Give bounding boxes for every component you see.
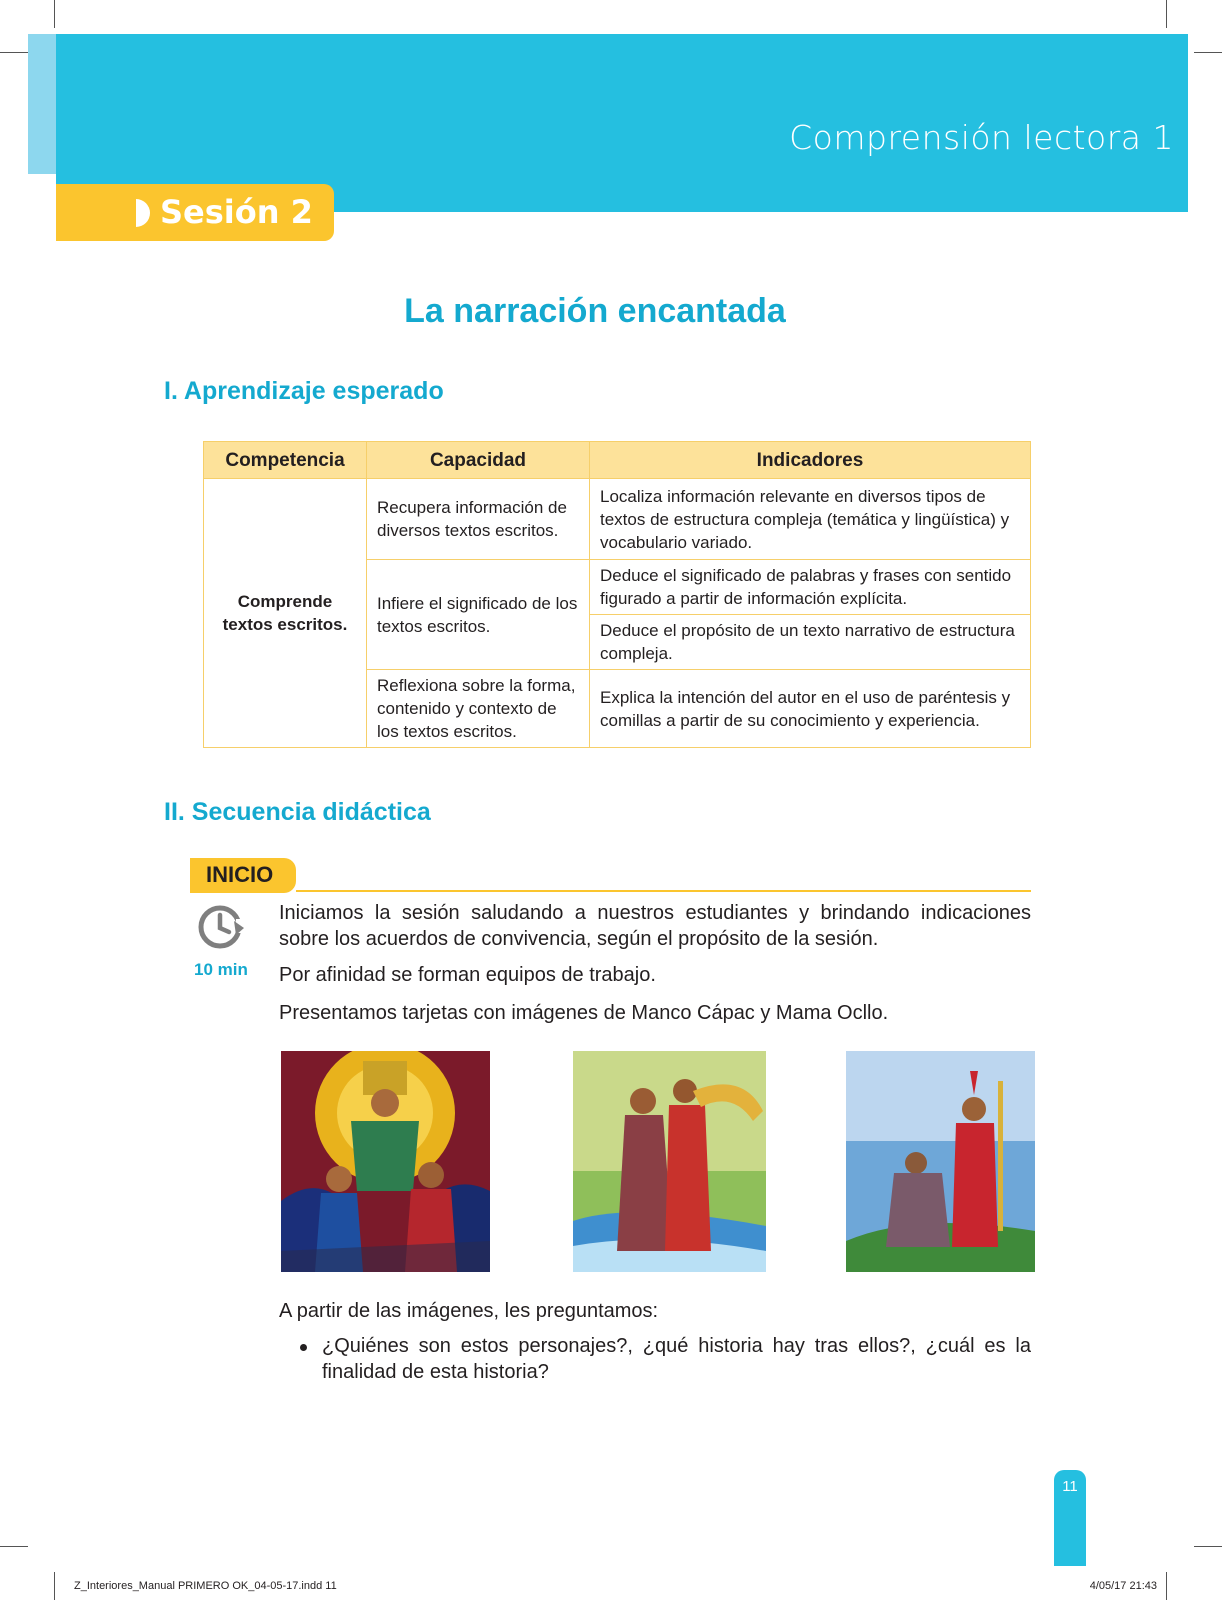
- learning-table: [203, 441, 1031, 748]
- crop-mark: [1194, 52, 1222, 53]
- section-heading-secuencia: II. Secuencia didáctica: [164, 798, 431, 826]
- crop-mark: [1166, 0, 1167, 28]
- paragraph: Por afinidad se forman equipos de trabajo.: [279, 964, 656, 986]
- table-header-cell: Competencia: [204, 442, 367, 479]
- chevron-right-icon: [136, 199, 150, 227]
- stage-tab-inicio: [190, 858, 296, 893]
- table-header-row: [204, 442, 1031, 479]
- manco-capac-mama-ocllo-painting-1: [281, 1051, 490, 1272]
- header-side-strip: [28, 34, 56, 174]
- list-item-text: ¿Quiénes son estos personajes?, ¿qué historia hay tras ellos?, ¿cuál es la finalidad de esta historia?: [322, 1335, 1031, 1383]
- manco-capac-mama-ocllo-painting-2: [573, 1051, 766, 1272]
- page-number-tab: [1054, 1470, 1086, 1566]
- stage-label: INICIO: [206, 862, 274, 887]
- clock-icon: [196, 901, 248, 953]
- indicador-cell: Explica la intención del autor en el uso de paréntesis y comillas a partir de su conocimiento y experiencia.: [590, 670, 1031, 748]
- footer-date-info: 4/05/17 21:43: [1089, 1580, 1157, 1592]
- competencia-cell: Comprende textos escritos.: [204, 479, 367, 748]
- capacidad-cell: Infiere el significado de los textos escritos.: [367, 560, 590, 670]
- indicador-cell: Deduce el propósito de un texto narrativo de estructura compleja.: [590, 615, 1031, 670]
- crop-mark: [54, 0, 55, 28]
- manco-capac-mama-ocllo-painting-3: [846, 1051, 1035, 1272]
- list-item: [300, 1333, 1031, 1385]
- session-label: Sesión 2: [160, 193, 313, 231]
- table-header-cell: Indicadores: [590, 442, 1031, 479]
- table-row: [204, 479, 1031, 560]
- table-header-cell: Capacidad: [367, 442, 590, 479]
- crop-mark: [0, 1546, 28, 1547]
- bullet-icon: [300, 1344, 307, 1351]
- session-tab: [56, 184, 334, 241]
- crop-mark: [1194, 1546, 1222, 1547]
- duration-label: 10 min: [194, 960, 248, 979]
- capacidad-cell: Reflexiona sobre la forma, contenido y contexto de los textos escritos.: [367, 670, 590, 748]
- crop-mark: [0, 52, 28, 53]
- section-heading-aprendizaje: I. Aprendizaje esperado: [164, 377, 444, 405]
- page-number: 11: [1062, 1478, 1078, 1495]
- paragraph: Presentamos tarjetas con imágenes de Manco Cápac y Mama Ocllo.: [279, 1002, 889, 1024]
- footer-file-info: Z_Interiores_Manual PRIMERO OK_04-05-17.indd 11: [74, 1580, 337, 1592]
- capacidad-cell: Recupera información de diversos textos escritos.: [367, 479, 590, 560]
- indicador-cell: Deduce el significado de palabras y frases con sentido figurado a partir de información explícita.: [590, 560, 1031, 615]
- crop-mark: [1166, 1572, 1167, 1600]
- indicador-cell: Localiza información relevante en diversos tipos de textos de estructura compleja (temática y lingüística) y vocabulario variado.: [590, 479, 1031, 560]
- module-title: Comprensión lectora 1: [789, 118, 1174, 157]
- page-title: La narración encantada: [404, 292, 786, 330]
- paragraph: Iniciamos la sesión saludando a nuestros estudiantes y brindando indicaciones sobre los acuerdos de convivencia, según el propósito de la sesión.: [279, 902, 1031, 950]
- crop-mark: [54, 1572, 55, 1600]
- question-intro: A partir de las imágenes, les preguntamos:: [279, 1300, 659, 1322]
- stage-divider: [296, 890, 1031, 892]
